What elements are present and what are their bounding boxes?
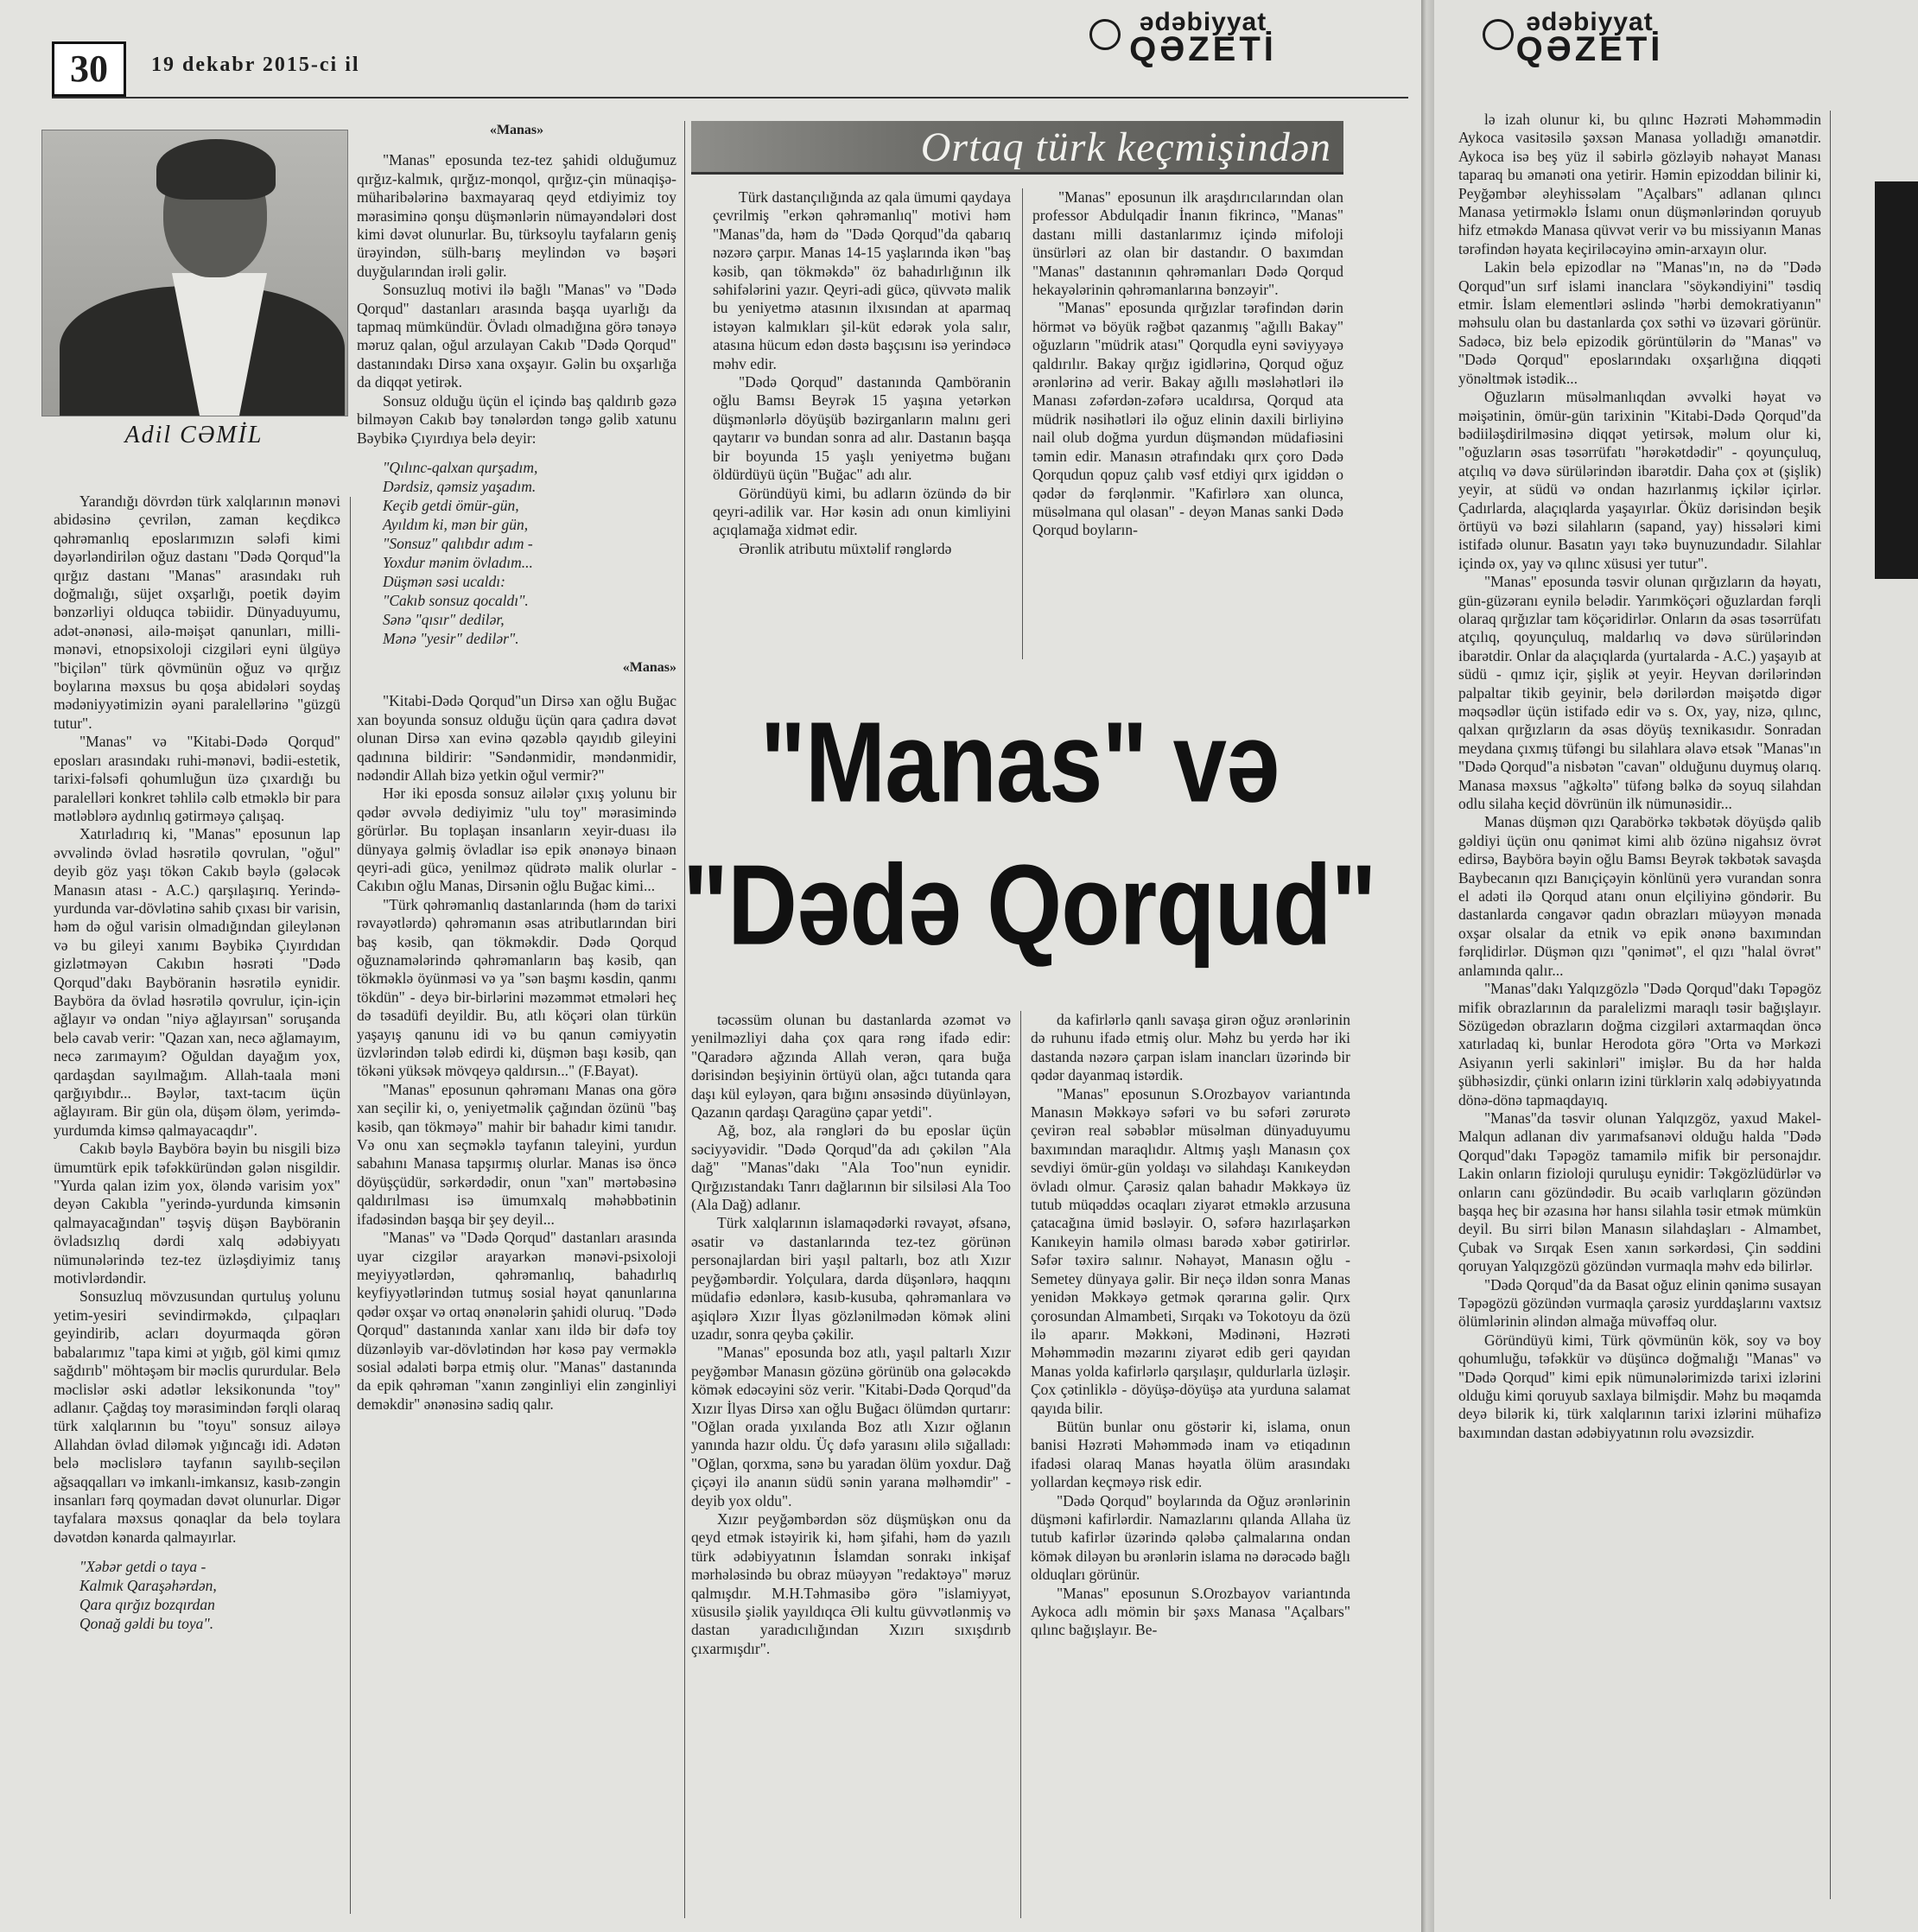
- page-number: 30: [52, 41, 126, 97]
- section-banner: Ortaq türk keçmişindən: [691, 121, 1343, 175]
- paragraph: Yarandığı dövrdən türk xalqlarının mənəvi abidəsinə çevrilən, zaman keçdikcə qəhrəmanlıq eposlarımızın sələfi kimi dəyərləndirilən oğuz dastanı "Dədə Qorqud"la qırğız dastanı "Manas" arasındakı ruh doğmalığı, süjet oxşarlığı, poetik dəyim bənzərliyi olduqca təbiidir. Dünyaduyumu, adət-ənənəsi, ailə-məişət qanunları, milli-mənəvi, etnopsixoloji cizgiləri eyni ülgüyə "biçilən" türk qövmünün oğuz və qırğız boylarına məxsus bu qoşa abidələri soydaş mədəniyyətimizin əyani paralellərinə "güzgü tutur".: [54, 493, 340, 732]
- header-rule: [52, 97, 1408, 99]
- paragraph: Lakin belə epizodlar nə "Manas"ın, nə də "Dədə Qorqud"un sırf islami inanclara "söykəndiyini" təsdiq etmir. İslam elementləri əslində "hərbi demokratiyanın" məhsulu olan bu dastanlarda çox səthi və üzəvari görünür. Sadəcə, biz belə epizodik görüntülərin də "Manas" və "Dədə Qorqud" eposlarındakı oxşarlığına diqqəti yönəltmək istədik...: [1458, 258, 1821, 387]
- paragraph: Göründüyü kimi, bu adların özündə də bir qeyri-adilik var. Hər kəsin adı onun kimliyini açıqlamağa xidmət edir.: [713, 484, 1011, 539]
- paragraph: "Türk qəhrəmanlıq dastanlarında (həm də tarixi rəvayətlərdə) qəhrəmanın əsas atributlarından biri baş kəsib, qan tökməkdir. Dədə Qorqud oğuznamələrində qəhrəmanların baş kəsib, qan tökməklə öyünməsi və ya "sən başmı kəsdin, qanmı tökdün" - deyə bir-birlərini məzəmmət etmələri heç də təsadüfi deyildir. Bu, atlı köçəri olan türkün yaşayış qanunu idi və bu qanun cəmiyyətin üzvlərindən tələb edirdi ki, düşmən başı kəsib, qan tökəni yüksək mövqeyə qaldırsın..." (F.Bayat).: [357, 895, 676, 1080]
- logo-line2: QƏZETİ: [1129, 30, 1277, 68]
- paragraph: "Manas" eposunun S.Orozbayov variantında Aykoca adlı mömin bir şəxs Manasa "Açalbars" qılınc bağışlayır. Be-: [1031, 1584, 1350, 1639]
- headline-line-2: "Dədə Qorqud": [683, 841, 1376, 969]
- newspaper-page-right: [1434, 0, 1918, 1932]
- poem-line: Kalmık Qaraşəhərdən,: [79, 1577, 217, 1595]
- poem-line: Sənə "qısır" dedilər,: [383, 610, 505, 628]
- paragraph: "Manas" eposunun ilk araşdırıcılarından olan professor Abdulqadir İnanın fikrincə, "Manas" dastanı milli dastanlarımız içində mifoloji ünsürləri az olan bir dastandır. O baxımdan "Manas" dastanının qəhrəmanları Dədə Qorqud hekayələrinin qəhrəmanlarına bənzəyir".: [1032, 188, 1343, 299]
- column-divider: [1020, 1011, 1021, 1918]
- paragraph: "Manas" eposunda qırğızlar tərəfindən dərin hörmət və böyük rəğbət qazanmış "ağıllı Bakay" oğuzların "müdrik atası" Qorqudla eyni səviyyəyə qaldırılır. Bakay qırğız igidlərinə, Qorqud oğuz ərənlərinə ad verir. Bakay ağıllı məsləhətləri ilə Manası zəfərdən-zəfərə ucaldırsa, Qorqud ata müdrik nəsihətləri ilə oğuz elinin daxili birliyinə nail olub doğma yurdun düşməndən müdafiəsini təmin edir. Manasın ətrafındakı qırx çoro Dədə Qorqudun qopuz çalıb vəsf etdiyi qırx igiddən o qədər də fərqlənmir. "Kafirlərə xan olunca, müsəlmana qul olasan" - deyən Manas sanki Dədə Qorqud boyların-: [1032, 299, 1343, 539]
- issue-date: 19 dekabr 2015-ci il: [151, 54, 360, 76]
- paragraph: Xızır peyğəmbərdən söz düşmüşkən onu da qeyd etmək istəyirik ki, həm şifahi, həm də yazılı türk ədəbiyyatının İslamdan sonrakı inkişaf mərhələsində bu obraz müəyyən "redaktəyə" məruz qalmışdır. M.H.Təhmasibə görə "islamiyyət, xüsusilə şiəlik yayıldıqca Əli kultu güvvətlənmiş və dastan yaradıcılığından Xızırı sıxışdırıb çıxarmışdır".: [691, 1509, 1011, 1657]
- paragraph: lə izah olunur ki, bu qılınc Həzrəti Məhəmmədin Aykoca vasitəsilə şəxsən Manasa yolladığı əmanətdir. Aykoca isə beş yüz il səbirlə gözləyib nəhayət Manası taparaq bu əmanəti ona yetirir. Həmin epizoddan bilinir ki, Peyğəmbər əleyhissəlam "Açalbars" adlanan qılıncı Manasa yetirməklə İslamı onun düşmənlərindən qoruyub hifz etməkdə Manasa qüvvət verir və bu missiyanın Manas tərəfindən həyata keçiriləcəyinə əmin-arxayın olur.: [1458, 111, 1821, 257]
- paragraph: Oğuzların müsəlmanlıqdan əvvəlki həyat və məişətinin, ömür-gün tarixinin "Kitabi-Dədə Qorqud"da bədiiləşdirilməsinə diqqət yetirsək, məlum olur ki, "oğuzların əsas təsərrüfatı "hərəkətdədir" - qoyunçuluq, atçılıq və dəvə sürülərindən ibarətdir. Daha çox ət (şişlik) yeyir, at südü və ondan hazırlanmış içkilər içirlər. Çadırlarda, alaçıqlarda yaşayırlar. Öküz dərisindən beşik örtüyü və bəzi silahların (sapand, yay) hissələri kimi istifadə olunur. Basatın yayı təkə buynuzundadır. Silahlar içində ox, yay və qılınc xüsusi yer tutur".: [1458, 388, 1821, 572]
- paragraph: "Manas" eposunda tez-tez şahidi olduğumuz qırğız-kalmık, qırğız-monqol, qırğız-çin münaqişə-müharibələrinə baxmayaraq qeyd etdiyimiz toy mərasiminə qonşu düşmənlərin nümayəndələri dost kimi dəvət olunurlar. Bu, türksoylu tayfaların geniş ürəyindən, sülh-barış meylindən və bəşəri duyğularından irəli gəlir.: [357, 151, 676, 280]
- paragraph: "Dədə Qorqud" dastanında Qamböranin oğlu Bamsı Beyrək 15 yaşına yetərkən düşmənlərlə döyüşüb bəzirganların malını geri qaytarır və bundan sonra ad alır. Dastanın başqa bir boyunda 15 yaşlı yeniyetmə buğanı öldürdüyü üçün "Buğac" adı alır.: [713, 373, 1011, 484]
- poem-line: "Cakıb sonsuz qocaldı".: [383, 591, 529, 609]
- headline-line-1: "Manas" və: [759, 698, 1280, 826]
- logo-line1: ədəbiyyat: [1526, 8, 1654, 36]
- paragraph: "Manas" eposunun S.Orozbayov variantında Manasın Məkkəyə səfəri və bu səfəri zərurətə çevirən real səbəblər müsəlman dünyaduyumu baxımından maraqlıdır. Altmış yaşlı Manasın çox sevdiyi ömür-gün yoldaşı və silahdaşı Kanıkeydən övladı olmur. Çarəsiz qalan bahadır Məkkəyə üz tutub müqəddəs ocaqları ziyarət etməklə arzusuna çatacağına ümid bəsləyir. O, səfərə hazırlaşarkən Kanıkeyin hamilə olması barədə xəbər gətirirlər. Səfər təxirə salınır. Nəhayət, Manasın oğlu - Semetey dünyaya gəlir. Bir neçə ildən sonra Manas yenidən Məkkəyə getmək qərarına gəlir. Qırx çorosundan Almambeti, Sırqakı və Tokotoyu da özü ilə aparır. Məkkəni, Mədinəni, Həzrəti Məhəmmədin məzarını ziyarət edib geri qayıdan Manas yolda kafirlərlə qarşılaşır, quldurlarla üzləşir. Çox çətinliklə - döyüşə-döyüşə ata yurduna salamat qayıda bilir.: [1031, 1084, 1350, 1417]
- poem-line: "Sonsuz" qalıbdır adım -: [383, 534, 533, 552]
- paragraph: Ərənlik atributu müxtəlif rənglərdə: [739, 539, 952, 557]
- paragraph: "Dədə Qorqud" boylarında da Oğuz ərənlərinin düşməni kafirlərdir. Namazlarını qılanda Allaha üz tutub kafirlər üzərində qələbə çalmalarına ondan kömək diləyən bu ərənlərin islama nə dərəcədə bağlı olduqları görünür.: [1031, 1491, 1350, 1584]
- paragraph: "Kitabi-Dədə Qorqud"un Dirsə xan oğlu Buğac xan boyunda sonsuz olduğu üçün qara çadıra dəvət olunan Dirsə xan evinə qəzəblə qayıdıb gileyini qadınına bildirir: "Səndənmidir, məndənmidir, nədəndir Allah bizə yetkin oğul vermir?": [357, 692, 676, 784]
- paragraph: "Manas"da təsvir olunan Yalqızgöz, yaxud Makel-Malqun adlanan div yarımafsanəvi olduğu halda "Dədə Qorqud"dakı Təpəgöz tamamilə mifik bir personajdır. Lakin onların fizioloji quruluşu eynidir: Təkgözlüdürlər və onların canı gözündədir. Bu əcaib varlıqların gözündən başqa heç bir əzasına hər hansı silahla təsir etmək mümkün deyil. Bu sirri bilən Manasın silahdaşları - Almambet, Çubak və Sırqak Esen xanın sərkərdəsi, Çin səddini qoruyan Yalqızgözü gözündən vurmaqla məhv edə bilirlər.: [1458, 1109, 1821, 1275]
- quote-caption: «Manas»: [489, 123, 544, 137]
- article-column-3-top: [713, 188, 1011, 659]
- headline: [683, 691, 1376, 976]
- poem-line: "Qılınc-qalxan qurşadım,: [383, 458, 538, 476]
- paragraph: "Manas" eposunda boz atlı, yaşıl paltarlı Xızır peyğəmbər Manasın gözünə görünüb ona gələcəkdə kömək edəcəyini söz verir. "Kitabi-Dədə Qorqud"da Xızır İlyas Dirsə xan oğlu Buğacı ölümdən qurtarır: "Oğlan orada yıxılanda Boz atlı Xızır oğlanın yanında hazır oldu. Üç dəfə yarasını əlilə sığalladı: "Oğlan, qorxma, sənə bu yaradan ölüm yoxdur. Dağ çiçəyi ilə ananın südü sənin yarana məlhəmdir" - deyib yox oldu".: [691, 1344, 1011, 1509]
- poem-quote: [383, 458, 676, 648]
- paragraph: "Manas" və "Dədə Qorqud" dastanları arasında uyar cizgilər arayarkən mənəvi-psixoloji meyiyyətlərdən, qəhrəmanlıq, bahadırlıq keyfiyyətlərindən tutmuş sosial həyat qanunlarına qədər oxşar və ortaq ənənələrin şahidi oluruq. "Dədə Qorqud" dastanında xanlar xanı ildə bir dəfə toy düzənləyib var-dövlətindən hər kəsə pay verməklə sosial ədaləti bərpa etmiş olur. "Manas" dastanında da epik qəhrəman "xanın zənginliyi elin zənginliyi deməkdir" ənənəsinə sadiq qalır.: [357, 1229, 676, 1413]
- column-divider: [684, 121, 685, 1918]
- newspaper-logo: [1486, 8, 1693, 68]
- paragraph: da kafirlərlə qanlı savaşa girən oğuz ərənlərinin də ruhunu ifadə etmiş olur. Məhz bu yerdə hər iki dastanda nəzərə çarpan islam inancları üzərində bir qədər dayanmaq istərdik.: [1031, 1011, 1350, 1084]
- paragraph: "Manas" eposunda təsvir olunan qırğızların da həyatı, gün-güzəranı eynilə belədir. Yarımköçəri oğuzlardan fərqli olaraq qırğızlar tam köçəridirlər. Onların da əsas təsərrüfatı atçılıq, qoyunçuluq, maldarlıq və dəvə sürülərindən ibarətdir. Onlar da alaçıqlarda (yurtalarda - A.C.) yaşayıb at südü - qımız içir, şişlik ət yeyir. Heyvan dərilərindən palpaltar tikib geyinir, belə dərilərdən məişətdə digər məqsədlər üçün istifadə edir və s. Ox, yay, nizə, qılınc, qalxan qırğızların da əsas döyüş texnikasıdır. Sonradan meydana çıxmış tüfəngi bu silahlara əlavə etsək "Manas"ın "Dədə Qorqud"a nisbətən "cavan" olduğunu duymuş olarıq. Manasa məxsus "ağkəltə" tüfəng bəlkə də soyuq silahdan odlu silaha keçid dövrünün ilk nümunəsidir...: [1458, 573, 1821, 813]
- logo-ring-icon: [1483, 19, 1514, 50]
- paragraph: Ağ, boz, ala rəngləri də bu eposlar üçün səciyyəvidir. "Dədə Qorqud"da adı çəkilən "Ala dağ" "Manas"dakı "Ala Too"nun eynidir. Qırğızıstandakı Tanrı dağlarının bir silsiləsi Ala Too (Ala Dağ) adlanır.: [691, 1122, 1011, 1214]
- paragraph: Manas düşmən qızı Qarabörkə təkbətək döyüşdə qalib gəldiyi üçün onu qənimət kimi alıb özünə nigahsız övrət edirsə, Bayböra bəyin oğlu Bamsı Beyrək təkbətək savaşda Baybecanın qızı Banıçiçəyin könlünü yerə vurandan sonra el adəti ilə Qorqud atanı onun elçiliyinə göndərir. Bu dastanlarda cəngavər qadın obrazları müəyyən mənada oxşar olsalar da etnik və epik ənənə baxımından fərqlidirlər. Düşmən qızı "qənimət", el qızı "halal övrət" anlamında qalır...: [1458, 813, 1821, 979]
- article-column-5: [1458, 111, 1821, 1921]
- adjacent-photo-edge: [1875, 181, 1918, 579]
- poem-line: "Xəbər getdi o taya -: [79, 1558, 206, 1576]
- article-column-4-top: [1032, 188, 1343, 659]
- paragraph: Türk dastançılığında az qala ümumi qaydaya çevrilmiş "erkən qəhrəmanlıq" motivi həm "Manas"da, həm də "Dədə Qorqud"da qabarıq nəzərə çarpır. Manas 14-15 yaşlarında ikən "baş kəsib, qan tökməkdə" öz bahadırlığının ilk səhifələrini yazır. Qeyri-adi gücə, qüvvətə malik bu yeniyetmə atasının ilxısından at aparmaq istəyən kalmıkları şil-küt edərək yola salır, atasına hücum edən dəstə başçısını isə yerindəcə məhv edir.: [713, 188, 1011, 372]
- poem-line: Ayıldım ki, mən bir gün,: [383, 515, 529, 533]
- logo-ring-icon: [1089, 19, 1121, 50]
- article-column-1: [54, 493, 340, 1922]
- logo-line1: ədəbiyyat: [1139, 8, 1267, 36]
- paragraph: təcəssüm olunan bu dastanlarda əzəmət və yenilməzliyi daha çox qara rəng ifadə edir: "Qaradərə ağzında Allah verən, qara buğa dərisindən beşiyinin örtüyü olan, ağcı tutanda qara daşı kül eyləyən, qara bığını ənsəsində düyünləyən, Qazanın qardaşı Qaragünə çapar yetdi".: [691, 1011, 1011, 1122]
- paragraph: Türk xalqlarının islamaqədərki rəvayət, əfsanə, əsatir və dastanlarında tez-tez görünən personajlardan biri yaşıl paltarlı, boz atlı Xızır peyğəmbərdir. Yolçulara, darda düşənlərə, haqqını müdafiə edənlərə, kasıb-kusuba, qəhrəmanlara və aşiqlərə Xızır İlyas gözlənilmədən kömək əlini uzadır, sonra qeyba çəkilir.: [691, 1214, 1011, 1343]
- poem-quote: [79, 1557, 340, 1633]
- poem-line: Dərdsiz, qəmsiz yaşadım.: [383, 477, 537, 495]
- poem-line: Qara qırğız bozqırdan: [79, 1596, 215, 1614]
- paragraph: Bütün bunlar onu göstərir ki, islama, onun banisi Həzrəti Məhəmmədə inam və etiqadının ifadəsi olaraq Manas həyatla ölüm arasındakı yollardan keçməyə risk edir.: [1031, 1417, 1350, 1491]
- paragraph: "Manas" və "Kitabi-Dədə Qorqud" eposları arasındakı ruhi-mənəvi, bədii-estetik, tarixi-fəlsəfi qohumluğun üzə çıxardığı bu paralelləri konkret təhlilə cəlb etməklə bir para mətləblərə aydınlıq gətirməyə çalışaq.: [54, 733, 340, 824]
- author-name: Adil CƏMİL: [124, 422, 264, 448]
- paragraph: Sonsuz olduğu üçün el içində baş qaldırıb gəzə bilməyən Cakıb bəy tənələrdən təngə gəlib xatunu Bəybikə Çıyırdıya belə deyir:: [357, 391, 676, 447]
- paragraph: "Dədə Qorqud"da da Basat oğuz elinin qənimə susayan Təpəgözü gözündən vurmaqla çarəsiz yurddaşlarını vaxtsız ölümlərinin əlindən almağa müvəffəq olur.: [1458, 1275, 1821, 1331]
- poem-line: Keçib getdi ömür-gün,: [383, 496, 519, 514]
- paragraph: "Manas" eposunun qəhrəmanı Manas ona görə xan seçilir ki, o, yeniyetməlik çağından özünü "baş kəsib, qan tökməyə" mahir bir bahadır kimi tanıdır. Və onu xan seçməklə tayfanın taleyini, yurdun sabahını Manasa tapşırmış olurlar. Manas isə öncə döyüşçüdür, sərkərdədir, onun "xan" mərtəbəsinə qaldırılması isə ümumxalq məhəbbətinin ifadəsindən başqa bir şey deyil...: [357, 1080, 676, 1228]
- article-column-4-bottom: [1031, 1011, 1350, 1922]
- quote-caption: «Manas»: [622, 659, 676, 675]
- author-photo: [41, 130, 348, 416]
- logo-line2: QƏZETİ: [1515, 30, 1664, 68]
- paragraph: "Manas"dakı Yalqızgözlə "Dədə Qorqud"dakı Təpəgöz mifik obrazlarının da paralelizmi maraqlı təsir bağışlayır. Sözügedən obrazların doğma cizgiləri axtarmaqdan öncə xatırladaq ki, bunlar Herodota görə "Orta və Mərkəzi Asiyanın yerli sakinləri" imişlər. Bu da hər halda şübhəsizdir, çünki onların izini türklərin xalq ədəbiyyatında dönə-dönə tapmaqdayıq.: [1458, 980, 1821, 1109]
- paragraph: Sonsuzluq motivi ilə bağlı "Manas" və "Dədə Qorqud" dastanları arasında başqa uyarlığı da tapmaq mümkündür. Övladı olmadığına görə tənəyə məruz qalan, oğul arzulayan Cakıb "Dədə Qorqud" dastanındakı Dirsə xana oxşayır. Gəlin bu oxşarlığa da diqqət yetirək.: [357, 281, 676, 391]
- poem-line: Düşmən səsi ucaldı:: [383, 572, 505, 590]
- page-fold: [1421, 0, 1434, 1932]
- column-divider: [1022, 188, 1023, 659]
- column-divider: [350, 497, 351, 1914]
- article-column-3-bottom: [691, 1011, 1011, 1922]
- poem-line: Yoxdur mənim övladım...: [383, 553, 533, 571]
- paragraph: Cakıb bəylə Bayböra bəyin bu nisgili bizə ümumtürk epik təfəkküründən gələn nisgildir. "Yurda qalan izim yox, öləndə varisim yox" deyən Cakıbla "yerində-yurdunda kimsənin qalmayacağından" təşviş düşən Bayböranin övladsızlıq dərdi xalq ədəbiyyatı nümunələrində tez-tez üzləşdiyimiz tanış motivlərdəndir.: [54, 1140, 340, 1287]
- paragraph: Xatırladırıq ki, "Manas" eposunun lap əvvəlində övlad həsrətilə qovrulan, "oğul" deyib göz yaşı tökən Cakıb bəylə (gələcək Manasın atası - A.C.) qarşılaşırıq. Yerində-yurdunda var-dövlətinə sahib çıxası bir varisin, həm də oğul varisin olmadığından gileylənən və bu gileyi xanımı Bəybikə Çıyırdıdan gizlətməyən Cakıbın həsrəti "Dədə Qorqud"dakı Bayböranin həsrətilə eynidir. Bayböra da övlad həsrətilə qovrulur, için-için ağlayır və ondan "niyə ağlayırsan" soruşanda belə cavab verir: "Qazan xan, necə ağlamayım, necə zarımayım? Oğuldan dayağım yox, qardaşdan sayılmağım. Allah-taala məni qarğıyıbdır... Bəylər, taxt-tacım üçün ağlayıram. Bir gün ola, düşəm öləm, yerimdə-yurdumda kimsə qalmayacaqdır".: [54, 825, 340, 1139]
- paragraph: Göründüyü kimi, Türk qövmünün kök, soy və boy qohumluğu, təfəkkür və düşüncə doğmalığı "Manas" və "Dədə Qorqud" kimi epik nümunələrimizdə tarixi izlərini olduğu kimi qoruyub saxlaya bilmişdir. Məhz bu məqamda deyə bilərik ki, türk xalqlarının tarixi izlərini mühafizə baxımından dastan ədəbiyyatının rolu əvəzsizdir.: [1458, 1331, 1821, 1441]
- poem-line: Qonağ gəldi bu toya".: [79, 1615, 214, 1633]
- poem-line: Mənə "yesir" dedilər".: [383, 629, 519, 647]
- column-divider: [1830, 111, 1831, 1899]
- paragraph: Hər iki eposda sonsuz ailələr çıxış yolunu bir qədər əvvələ dediyimiz "ulu toy" mərasimində görürlər. Bu toplaşan insanların xeyir-duası ilə dünyaya gəlmiş övladlar isə epik ənənəyə binaən qeyri-adi gücə, yenilməz qüdrətə malik olurlar - Cakıbın oğlu Manas, Dirsənin oğlu Buğac kimi...: [357, 785, 676, 895]
- article-column-2: [357, 119, 676, 1921]
- newspaper-logo: [1093, 8, 1313, 68]
- paragraph: Sonsuzluq mövzusundan qurtuluş yolunu yetim-yesiri sevindirməkdə, çılpaqları geyindirib, acları doyurmaqda görən babalarımız "tapa kimi ət yığıb, göl kimi qımız sağdırıb" möhtəşəm bir məclis qururdular. Belə məclislər əski adətlər leksikonunda "toy" adlanır. Çağdaş toy mərasimindən fərqli olaraq türk xalqlarının bu "toyu" sonsuz ailəyə Allahdan övlad diləmək yığıncağı idi. Adətən belə məclislərə tayfanın sayılıb-seçilən ağsaqqalları və imkanlı-imkansız, kasıb-zəngin insanları fərq qoymadan dəvət olunurlar. Digər tayfalara məxsus qonaqlar da belə toylara dəvətdən kənarda qalmayırlar.: [54, 1287, 340, 1546]
